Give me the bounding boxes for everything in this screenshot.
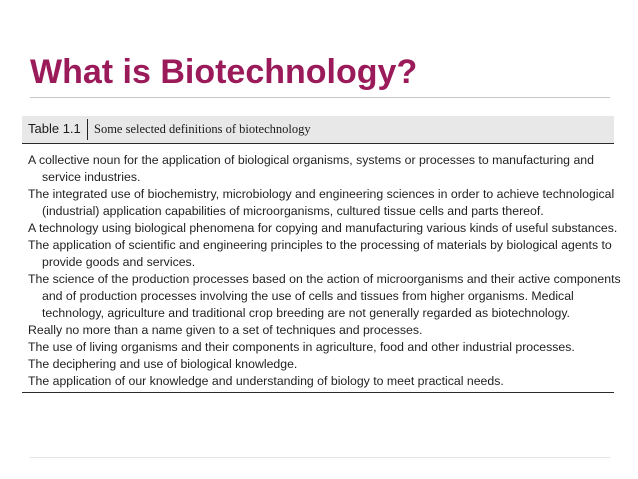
definition-item: Really no more than a name given to a set of techniques and processes. xyxy=(28,323,423,337)
definition-item: The application of scientific and engineering principles to the processing of materials by biological agents to provide goods and services. xyxy=(28,238,612,269)
table-label: Table 1.1 xyxy=(28,121,81,136)
table-bottom-rule xyxy=(22,392,614,393)
footer-divider xyxy=(30,457,610,458)
table-header xyxy=(22,116,614,144)
table-caption: Some selected definitions of biotechnology xyxy=(94,122,311,136)
definition-item: A collective noun for the application of biological organisms, systems or processes to manufacturing and service industries. xyxy=(28,153,594,184)
header-divider xyxy=(87,119,88,140)
definition-item: The science of the production processes based on the action of microorganisms and their active components and of production processes involving the use of cells and tissues from higher organisms. Medical technology, agriculture and traditional crop breeding are not generally regarded as biotechnology. xyxy=(28,272,621,320)
definition-item: The application of our knowledge and understanding of biology to meet practical needs. xyxy=(28,374,504,388)
definition-item: A technology using biological phenomena for copying and manufacturing various kinds of useful substances. xyxy=(28,221,618,235)
definition-item: The deciphering and use of biological knowledge. xyxy=(28,357,298,371)
definition-item: The use of living organisms and their components in agriculture, food and other industrial processes. xyxy=(28,340,575,354)
title-divider xyxy=(30,97,610,98)
definition-list xyxy=(22,144,621,390)
definition-item: The integrated use of biochemistry, microbiology and engineering sciences in order to achieve technological (industrial) application capabilities of microorganisms, cultured tissue cells and parts thereof. xyxy=(28,187,615,218)
slide-title: What is Biotechnology? xyxy=(30,53,418,91)
definitions-table xyxy=(22,116,621,393)
